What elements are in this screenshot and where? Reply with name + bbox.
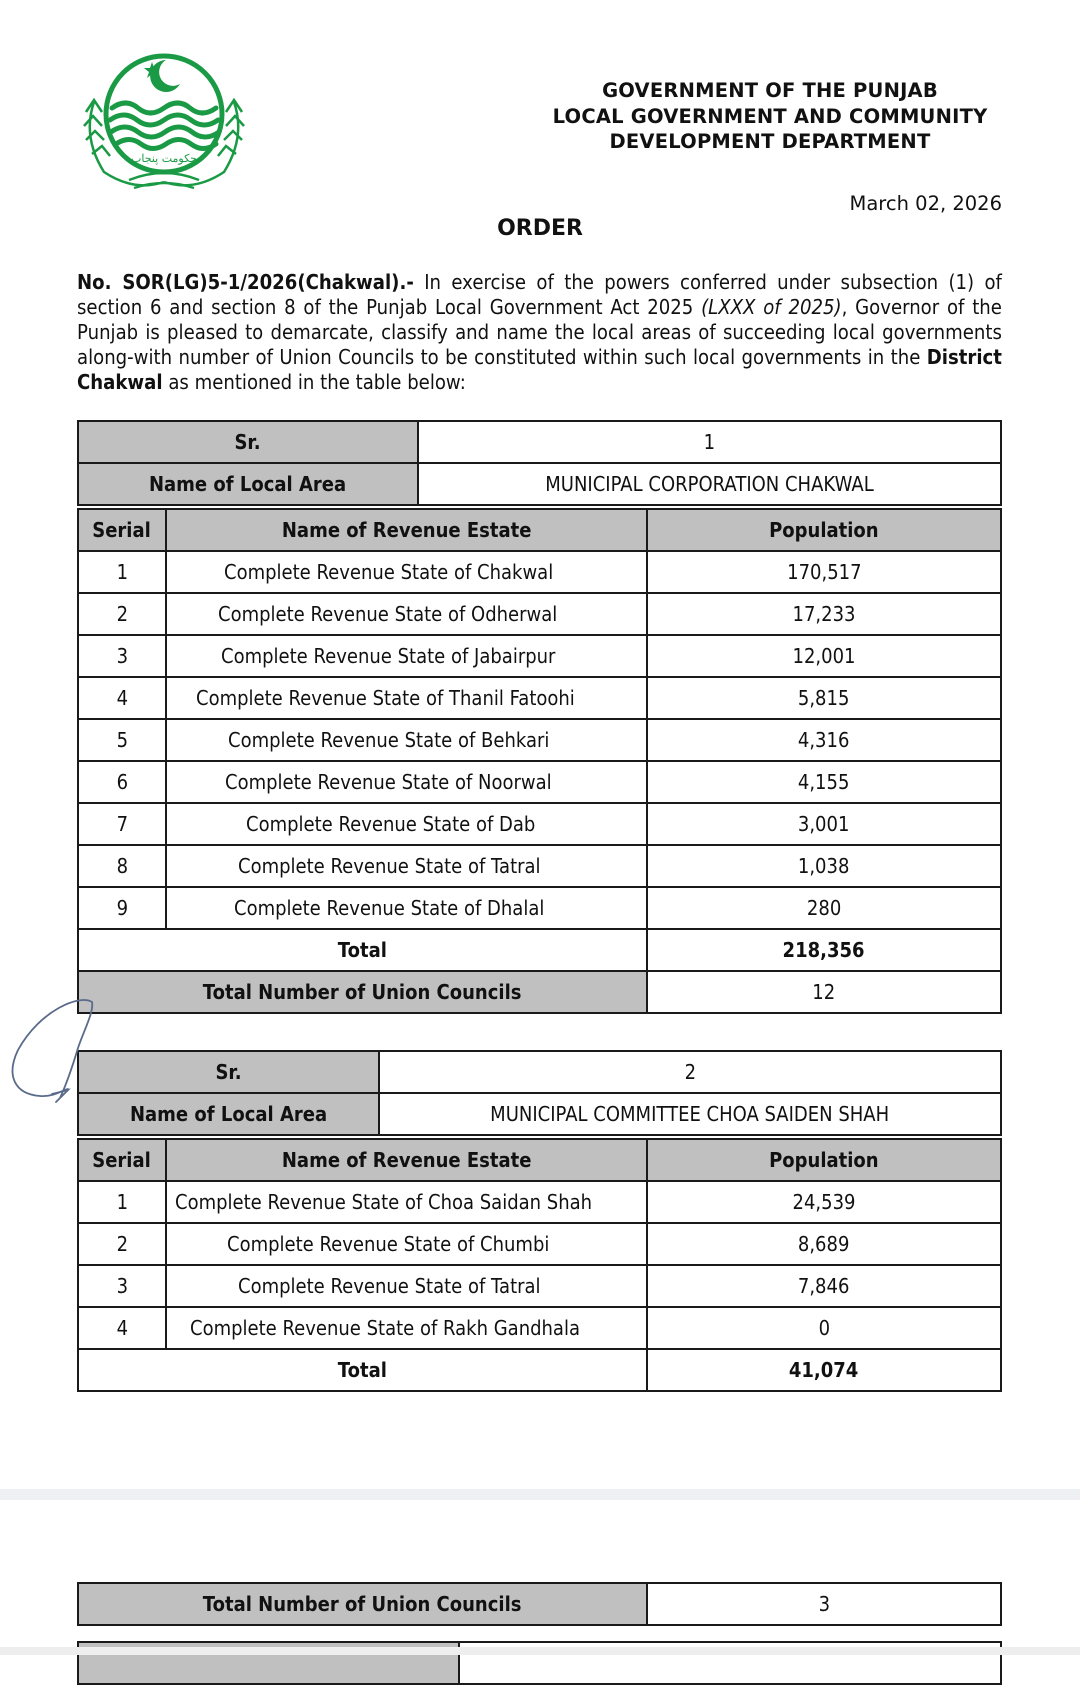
sr-label: Sr. (78, 421, 418, 463)
estate-name-cell: Complete Revenue State of Behkari (166, 719, 647, 761)
local-area-1-info-table (77, 420, 1002, 506)
header-line-3: DEVELOPMENT DEPARTMENT (609, 130, 931, 153)
estate-row (78, 551, 1001, 593)
estates-header-row (78, 509, 1001, 551)
total-label: Total (78, 929, 647, 971)
estate-name-cell: Complete Revenue State of Tatral (166, 845, 647, 887)
population-cell: 170,517 (647, 551, 1001, 593)
estate-name-cell: Complete Revenue State of Rakh Gandhala (166, 1307, 647, 1349)
serial-cell: 4 (78, 677, 166, 719)
viewer-bottom-edge (0, 1647, 1080, 1655)
serial-cell: 8 (78, 845, 166, 887)
serial-cell: 2 (78, 593, 166, 635)
population-cell: 12,001 (647, 635, 1001, 677)
estate-row (78, 1307, 1001, 1349)
handwritten-signature-mark (0, 990, 120, 1110)
population-header: Population (647, 509, 1001, 551)
population-cell: 0 (647, 1307, 1001, 1349)
header-line-1: GOVERNMENT OF THE PUNJAB (602, 79, 938, 102)
population-cell: 24,539 (647, 1181, 1001, 1223)
serial-cell: 2 (78, 1223, 166, 1265)
paragraph-text-3: as mentioned in the table below: (162, 370, 466, 394)
union-councils-value: 12 (647, 971, 1001, 1013)
sr-label: Sr. (78, 1051, 379, 1093)
serial-cell: 4 (78, 1307, 166, 1349)
serial-cell: 9 (78, 887, 166, 929)
local-area-1-estates-table (77, 508, 1002, 1014)
total-value: 218,356 (647, 929, 1001, 971)
act-reference: (LXXX of 2025) (701, 295, 842, 319)
local-area-value: MUNICIPAL CORPORATION CHAKWAL (418, 463, 1001, 505)
estate-name-cell: Complete Revenue State of Jabairpur (166, 635, 647, 677)
estate-header: Name of Revenue Estate (166, 1139, 647, 1181)
local-area-2-estates-table (77, 1138, 1002, 1392)
sr-value: 1 (418, 421, 1001, 463)
estate-row (78, 635, 1001, 677)
estate-row (78, 719, 1001, 761)
order-reference-number: No. SOR(LG)5-1/2026(Chakwal).- (77, 270, 414, 294)
paragraph-text-2: , Governor of the Punjab is pleased to demarcate, classify and name the local areas of succeeding local governments along-with number of Union Councils to be constituted within such local governments in the (77, 295, 1002, 369)
total-label: Total (78, 1349, 647, 1391)
estate-row (78, 1265, 1001, 1307)
estate-name-cell: Complete Revenue State of Chumbi (166, 1223, 647, 1265)
sr-row (78, 421, 1001, 463)
page-separator (0, 1489, 1080, 1500)
union-councils-label: Total Number of Union Councils (78, 971, 647, 1013)
estates-header-row (78, 1139, 1001, 1181)
serial-header: Serial (78, 509, 166, 551)
order-title: ORDER (497, 216, 583, 241)
population-cell: 1,038 (647, 845, 1001, 887)
punjab-government-emblem-icon (74, 42, 254, 197)
department-header (540, 78, 1000, 155)
population-header: Population (647, 1139, 1001, 1181)
estate-row (78, 1181, 1001, 1223)
estate-name-cell: Complete Revenue State of Choa Saidan Shah (166, 1181, 647, 1223)
local-area-value: MUNICIPAL COMMITTEE CHOA SAIDEN SHAH (379, 1093, 1001, 1135)
estate-row (78, 887, 1001, 929)
estate-name-cell: Complete Revenue State of Odherwal (166, 593, 647, 635)
serial-cell: 3 (78, 635, 166, 677)
population-cell: 5,815 (647, 677, 1001, 719)
union-councils-value: 3 (647, 1583, 1001, 1625)
population-cell: 4,155 (647, 761, 1001, 803)
total-row (78, 1349, 1001, 1391)
paragraph-text-1: In exercise of the powers conferred under subsection (1) of section 6 and section 8 of the Punjab Local Government Act 2025 (77, 270, 1002, 319)
population-cell: 17,233 (647, 593, 1001, 635)
sr-row (78, 1051, 1001, 1093)
estate-name-cell: Complete Revenue State of Dab (166, 803, 647, 845)
union-councils-row (78, 1583, 1001, 1625)
order-date: March 02, 2026 (849, 192, 1002, 215)
estate-name-cell: Complete Revenue State of Tatral (166, 1265, 647, 1307)
estate-header: Name of Revenue Estate (166, 509, 647, 551)
local-area-2-union-councils-table (77, 1582, 1002, 1626)
order-paragraph (77, 270, 1002, 395)
population-cell: 3,001 (647, 803, 1001, 845)
estate-name-cell: Complete Revenue State of Thanil Fatoohi (166, 677, 647, 719)
header-line-2: LOCAL GOVERNMENT AND COMMUNITY (552, 104, 988, 128)
union-councils-row (78, 971, 1001, 1013)
local-area-row (78, 1093, 1001, 1135)
local-area-label: Name of Local Area (78, 1093, 379, 1135)
sr-value: 2 (379, 1051, 1001, 1093)
serial-cell: 6 (78, 761, 166, 803)
local-area-2-info-table (77, 1050, 1002, 1136)
local-area-row (78, 463, 1001, 505)
estate-name-cell: Complete Revenue State of Dhalal (166, 887, 647, 929)
population-cell: 4,316 (647, 719, 1001, 761)
serial-cell: 7 (78, 803, 166, 845)
district-name: District Chakwal (77, 345, 1002, 394)
population-cell: 7,846 (647, 1265, 1001, 1307)
total-value: 41,074 (647, 1349, 1001, 1391)
serial-cell: 5 (78, 719, 166, 761)
local-area-label: Name of Local Area (78, 463, 418, 505)
population-cell: 8,689 (647, 1223, 1001, 1265)
estate-row (78, 803, 1001, 845)
estate-row (78, 593, 1001, 635)
estate-row (78, 1223, 1001, 1265)
serial-header: Serial (78, 1139, 166, 1181)
serial-cell: 3 (78, 1265, 166, 1307)
estate-row (78, 845, 1001, 887)
serial-cell: 1 (78, 1181, 166, 1223)
total-row (78, 929, 1001, 971)
svg-text:حکومت پنجاب: حکومت پنجاب (131, 152, 197, 165)
serial-cell: 1 (78, 551, 166, 593)
estate-row (78, 677, 1001, 719)
estate-row (78, 761, 1001, 803)
union-councils-label: Total Number of Union Councils (78, 1583, 647, 1625)
population-cell: 280 (647, 887, 1001, 929)
estate-name-cell: Complete Revenue State of Chakwal (166, 551, 647, 593)
estate-name-cell: Complete Revenue State of Noorwal (166, 761, 647, 803)
